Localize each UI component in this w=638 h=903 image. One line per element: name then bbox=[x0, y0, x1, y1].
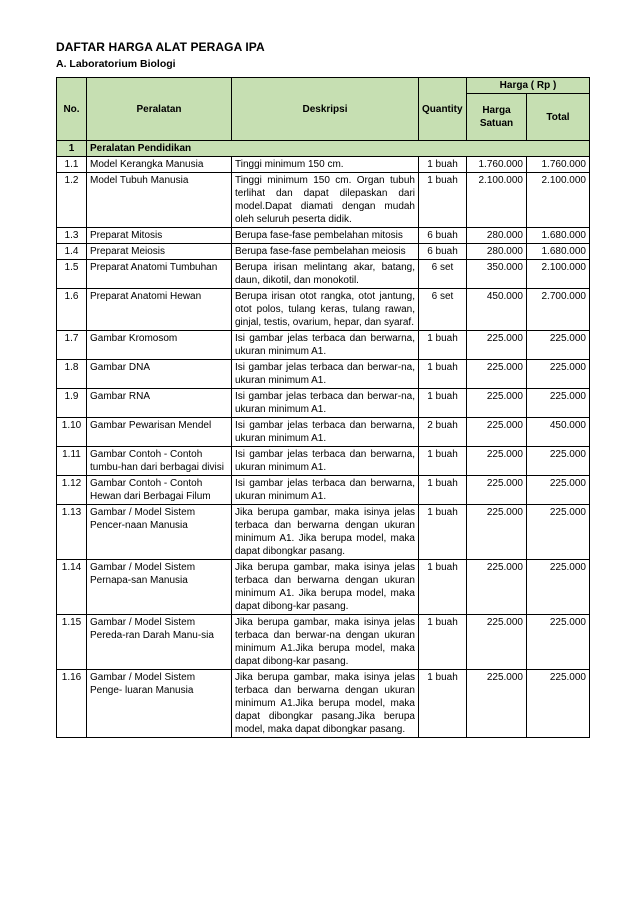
row-harga-satuan: 1.760.000 bbox=[467, 157, 527, 173]
row-no: 1.4 bbox=[57, 244, 87, 260]
row-total: 225.000 bbox=[527, 331, 590, 360]
row-peralatan: Gambar RNA bbox=[87, 389, 232, 418]
section-row bbox=[57, 141, 590, 157]
row-harga-satuan: 225.000 bbox=[467, 670, 527, 738]
row-harga-satuan: 225.000 bbox=[467, 615, 527, 670]
row-quantity: 1 buah bbox=[419, 560, 467, 615]
row-quantity: 1 buah bbox=[419, 157, 467, 173]
row-quantity: 1 buah bbox=[419, 670, 467, 738]
row-peralatan: Model Tubuh Manusia bbox=[87, 173, 232, 228]
document-subtitle: A. Laboratorium Biologi bbox=[56, 58, 176, 70]
row-deskripsi: Jika berupa gambar, maka isinya jelas terbaca dan berwarna dengan ukuran minimum A1. Jika berupa model, maka dapat dibong-kar pasang. bbox=[232, 560, 419, 615]
header-peralatan: Peralatan bbox=[87, 78, 232, 141]
row-peralatan: Preparat Anatomi Hewan bbox=[87, 289, 232, 331]
row-peralatan: Model Kerangka Manusia bbox=[87, 157, 232, 173]
table-row bbox=[57, 244, 590, 260]
header-total: Total bbox=[527, 94, 590, 141]
table-row bbox=[57, 670, 590, 738]
row-peralatan: Gambar DNA bbox=[87, 360, 232, 389]
row-harga-satuan: 350.000 bbox=[467, 260, 527, 289]
row-quantity: 1 buah bbox=[419, 447, 467, 476]
row-no: 1.13 bbox=[57, 505, 87, 560]
row-total: 450.000 bbox=[527, 418, 590, 447]
row-peralatan: Preparat Mitosis bbox=[87, 228, 232, 244]
table-row bbox=[57, 331, 590, 360]
row-harga-satuan: 2.100.000 bbox=[467, 173, 527, 228]
row-harga-satuan: 225.000 bbox=[467, 331, 527, 360]
row-harga-satuan: 225.000 bbox=[467, 418, 527, 447]
table-row bbox=[57, 447, 590, 476]
price-table bbox=[56, 77, 590, 738]
row-no: 1.8 bbox=[57, 360, 87, 389]
row-peralatan: Gambar / Model Sistem Penge- luaran Manusia bbox=[87, 670, 232, 738]
row-quantity: 1 buah bbox=[419, 389, 467, 418]
row-harga-satuan: 225.000 bbox=[467, 360, 527, 389]
header-harga: Harga ( Rp ) bbox=[467, 78, 590, 94]
table-row bbox=[57, 289, 590, 331]
table-row bbox=[57, 157, 590, 173]
row-quantity: 1 buah bbox=[419, 173, 467, 228]
row-deskripsi: Isi gambar jelas terbaca dan berwarna, ukuran minimum A1. bbox=[232, 476, 419, 505]
row-quantity: 6 set bbox=[419, 260, 467, 289]
row-deskripsi: Isi gambar jelas terbaca dan berwar-na, ukuran minimum A1. bbox=[232, 389, 419, 418]
row-deskripsi: Jika berupa gambar, maka isinya jelas terbaca dan berwar-na dengan ukuran minimum A1.Jika berupa model, maka dapat dibong-kar pasang. bbox=[232, 615, 419, 670]
row-no: 1.12 bbox=[57, 476, 87, 505]
row-total: 225.000 bbox=[527, 505, 590, 560]
header-harga-satuan: Harga Satuan bbox=[467, 94, 527, 141]
table-row bbox=[57, 389, 590, 418]
row-deskripsi: Berupa irisan melintang akar, batang, daun, dikotil, dan monokotil. bbox=[232, 260, 419, 289]
row-deskripsi: Berupa fase-fase pembelahan mitosis bbox=[232, 228, 419, 244]
row-total: 1.760.000 bbox=[527, 157, 590, 173]
row-harga-satuan: 225.000 bbox=[467, 447, 527, 476]
row-no: 1.1 bbox=[57, 157, 87, 173]
row-peralatan: Gambar Contoh - Contoh Hewan dari Berbagai Filum bbox=[87, 476, 232, 505]
row-peralatan: Preparat Meiosis bbox=[87, 244, 232, 260]
table-row bbox=[57, 418, 590, 447]
row-no: 1.14 bbox=[57, 560, 87, 615]
row-no: 1.7 bbox=[57, 331, 87, 360]
row-deskripsi: Jika berupa gambar, maka isinya jelas terbaca dan berwarna dengan ukuran minimum A1. Jika berupa model, maka dapat dibongkar pasang. bbox=[232, 505, 419, 560]
row-no: 1.6 bbox=[57, 289, 87, 331]
row-deskripsi: Isi gambar jelas terbaca dan berwar-na, ukuran minimum A1. bbox=[232, 360, 419, 389]
row-total: 225.000 bbox=[527, 476, 590, 505]
row-no: 1.15 bbox=[57, 615, 87, 670]
table-row bbox=[57, 615, 590, 670]
row-harga-satuan: 280.000 bbox=[467, 228, 527, 244]
table-row bbox=[57, 228, 590, 244]
row-deskripsi: Tinggi minimum 150 cm. Organ tubuh terlihat dan dapat dilepaskan dari model.Dapat diamati dengan mudah oleh seluruh peserta didik. bbox=[232, 173, 419, 228]
row-peralatan: Gambar Kromosom bbox=[87, 331, 232, 360]
row-total: 1.680.000 bbox=[527, 228, 590, 244]
row-peralatan: Preparat Anatomi Tumbuhan bbox=[87, 260, 232, 289]
document-title: DAFTAR HARGA ALAT PERAGA IPA bbox=[56, 40, 265, 54]
row-peralatan: Gambar / Model Sistem Pencer-naan Manusia bbox=[87, 505, 232, 560]
row-quantity: 1 buah bbox=[419, 505, 467, 560]
table-row bbox=[57, 560, 590, 615]
row-peralatan: Gambar Pewarisan Mendel bbox=[87, 418, 232, 447]
header-deskripsi: Deskripsi bbox=[232, 78, 419, 141]
row-total: 225.000 bbox=[527, 560, 590, 615]
row-deskripsi: Berupa irisan otot rangka, otot jantung, otot polos, tulang keras, tulang rawan, ginjal, testis, ovarium, hepar, dan syaraf. bbox=[232, 289, 419, 331]
section-no: 1 bbox=[57, 141, 87, 157]
row-quantity: 1 buah bbox=[419, 331, 467, 360]
row-deskripsi: Isi gambar jelas terbaca dan berwarna, ukuran minimum A1. bbox=[232, 447, 419, 476]
row-quantity: 6 set bbox=[419, 289, 467, 331]
row-peralatan: Gambar / Model Sistem Pernapa-san Manusia bbox=[87, 560, 232, 615]
row-peralatan: Gambar Contoh - Contoh tumbu-han dari berbagai divisi bbox=[87, 447, 232, 476]
row-deskripsi: Berupa fase-fase pembelahan meiosis bbox=[232, 244, 419, 260]
row-harga-satuan: 280.000 bbox=[467, 244, 527, 260]
table-row bbox=[57, 260, 590, 289]
row-quantity: 1 buah bbox=[419, 615, 467, 670]
row-no: 1.16 bbox=[57, 670, 87, 738]
row-no: 1.5 bbox=[57, 260, 87, 289]
row-deskripsi: Isi gambar jelas terbaca dan berwarna, ukuran minimum A1. bbox=[232, 418, 419, 447]
table-row bbox=[57, 360, 590, 389]
row-quantity: 6 buah bbox=[419, 244, 467, 260]
row-deskripsi: Isi gambar jelas terbaca dan berwarna, ukuran minimum A1. bbox=[232, 331, 419, 360]
row-total: 225.000 bbox=[527, 360, 590, 389]
row-harga-satuan: 225.000 bbox=[467, 505, 527, 560]
header-no: No. bbox=[57, 78, 87, 141]
table-row bbox=[57, 505, 590, 560]
row-quantity: 1 buah bbox=[419, 360, 467, 389]
row-no: 1.2 bbox=[57, 173, 87, 228]
row-quantity: 2 buah bbox=[419, 418, 467, 447]
row-harga-satuan: 225.000 bbox=[467, 560, 527, 615]
table-row bbox=[57, 476, 590, 505]
row-harga-satuan: 225.000 bbox=[467, 389, 527, 418]
section-name: Peralatan Pendidikan bbox=[87, 141, 590, 157]
row-harga-satuan: 225.000 bbox=[467, 476, 527, 505]
row-quantity: 1 buah bbox=[419, 476, 467, 505]
row-total: 2.100.000 bbox=[527, 173, 590, 228]
row-no: 1.11 bbox=[57, 447, 87, 476]
row-harga-satuan: 450.000 bbox=[467, 289, 527, 331]
row-no: 1.3 bbox=[57, 228, 87, 244]
row-no: 1.9 bbox=[57, 389, 87, 418]
row-total: 2.700.000 bbox=[527, 289, 590, 331]
row-no: 1.10 bbox=[57, 418, 87, 447]
row-total: 1.680.000 bbox=[527, 244, 590, 260]
table-row bbox=[57, 173, 590, 228]
row-total: 225.000 bbox=[527, 389, 590, 418]
header-quantity: Quantity bbox=[419, 78, 467, 141]
table-header-row bbox=[57, 78, 590, 94]
row-total: 225.000 bbox=[527, 447, 590, 476]
row-peralatan: Gambar / Model Sistem Pereda-ran Darah Manu-sia bbox=[87, 615, 232, 670]
row-total: 2.100.000 bbox=[527, 260, 590, 289]
row-deskripsi: Jika berupa gambar, maka isinya jelas terbaca dan berwarna dengan ukuran minimum A1.Jika berupa model, maka dapat dibongkar pasang.Jika berupa model, maka dapat dibongkar pasang. bbox=[232, 670, 419, 738]
row-total: 225.000 bbox=[527, 615, 590, 670]
row-total: 225.000 bbox=[527, 670, 590, 738]
row-deskripsi: Tinggi minimum 150 cm. bbox=[232, 157, 419, 173]
row-quantity: 6 buah bbox=[419, 228, 467, 244]
